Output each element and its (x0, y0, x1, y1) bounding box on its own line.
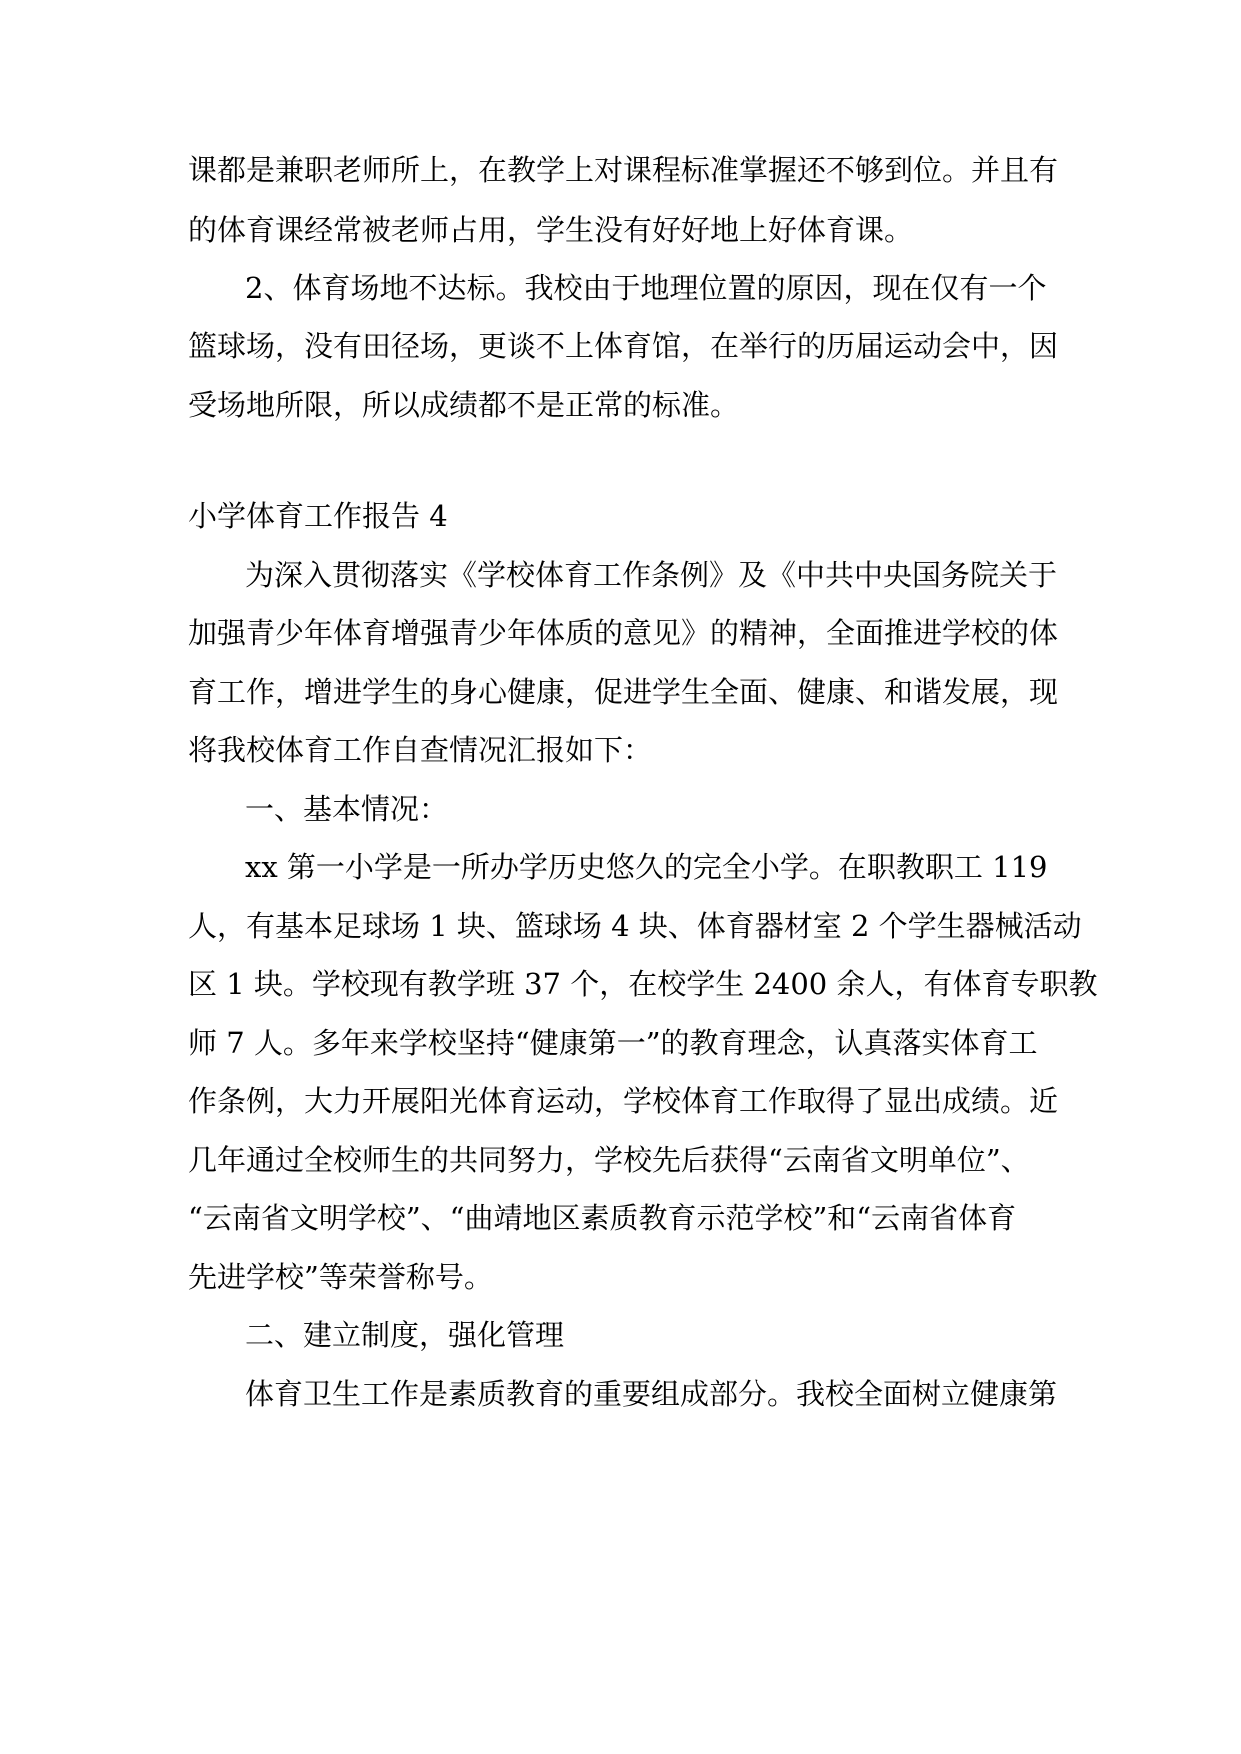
subheading-line: 二、建立制度，强化管理 (245, 1318, 565, 1352)
paragraph-line: 受场地所限，所以成绩都不是正常的标准。 (188, 388, 740, 422)
subheading-line: 一、基本情况： (245, 792, 449, 826)
paragraph-line: 2、体育场地不达标。我校由于地理位置的原因，现在仅有一个 (245, 271, 1047, 305)
paragraph-line: 几年通过全校师生的共同努力，学校先后获得“云南省文明单位”、 (188, 1143, 1030, 1177)
paragraph-line: 作条例，大力开展阳光体育运动，学校体育工作取得了显出成绩。近 (188, 1084, 1059, 1118)
paragraph-line: xx 第一小学是一所办学历史悠久的完全小学。在职教职工 119 (245, 850, 1048, 884)
paragraph-line: 体育卫生工作是素质教育的重要组成部分。我校全面树立健康第 (245, 1377, 1058, 1411)
paragraph-line: “云南省文明学校”、“曲靖地区素质教育示范学校”和“云南省体育 (188, 1201, 1017, 1235)
paragraph-line: 篮球场，没有田径场，更谈不上体育馆，在举行的历届运动会中，因 (188, 329, 1059, 363)
section-heading: 小学体育工作报告 4 (188, 499, 448, 533)
paragraph-line: 区 1 块。学校现有教学班 37 个，在校学生 2400 余人，有体育专职教 (188, 967, 1098, 1001)
paragraph-line: 先进学校”等荣誉称号。 (188, 1260, 493, 1294)
paragraph-line: 课都是兼职老师所上，在教学上对课程标准掌握还不够到位。并且有 (188, 153, 1059, 187)
paragraph-line: 为深入贯彻落实《学校体育工作条例》及《中共中央国务院关于 (245, 558, 1058, 592)
paragraph-line: 的体育课经常被老师占用，学生没有好好地上好体育课。 (188, 213, 914, 247)
paragraph-line: 师 7 人。多年来学校坚持“健康第一”的教育理念，认真落实体育工 (188, 1026, 1038, 1060)
paragraph-line: 人，有基本足球场 1 块、篮球场 4 块、体育器材室 2 个学生器械活动 (188, 909, 1082, 943)
paragraph-line: 加强青少年体育增强青少年体质的意见》的精神，全面推进学校的体 (188, 616, 1059, 650)
paragraph-line: 将我校体育工作自查情况汇报如下： (188, 733, 653, 767)
paragraph-line: 育工作，增进学生的身心健康，促进学生全面、健康、和谐发展，现 (188, 675, 1059, 709)
